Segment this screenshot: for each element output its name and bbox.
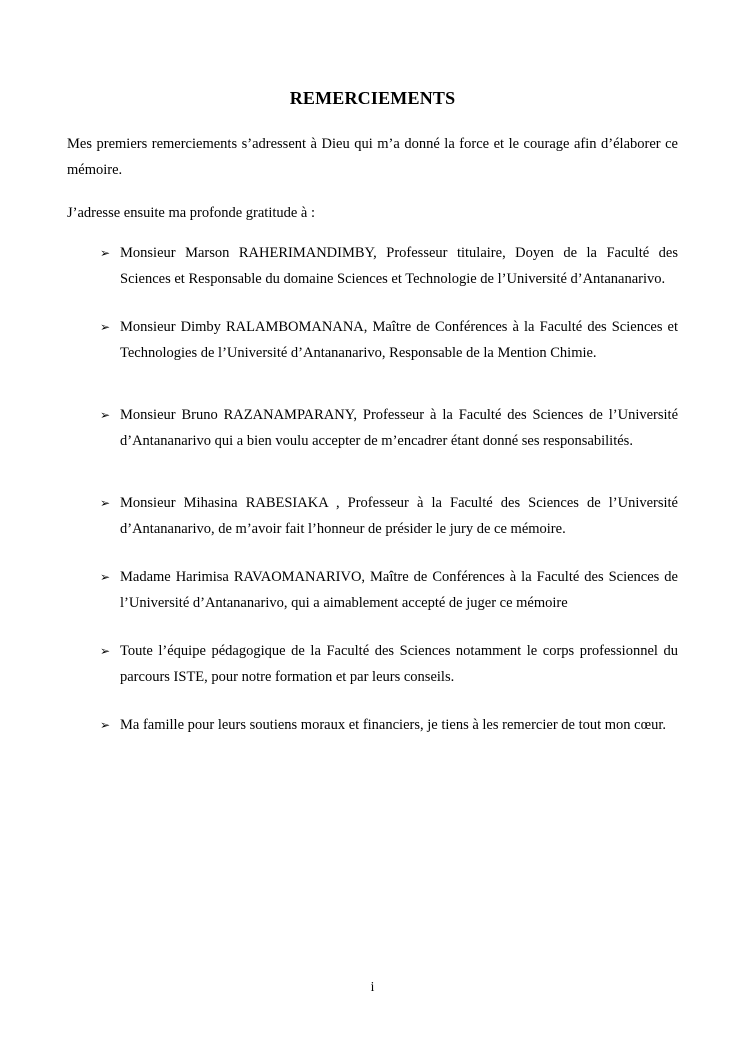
list-item-text: Monsieur Marson RAHERIMANDIMBY, Professeur titulaire, Doyen de la Faculté des Sciences et Responsable du domaine Sciences et Technologie de l’Université d’Antananarivo. [120,245,678,287]
gratitude-line: J’adresse ensuite ma profonde gratitude à : [67,205,316,221]
list-item [67,638,678,690]
list-item [67,314,678,366]
arrow-bullet-icon: ➢ [100,718,111,732]
list-item-text: Madame Harimisa RAVAOMANARIVO, Maître de Conférences à la Faculté des Sciences de l’Université d’Antananarivo, qui a aimablement accepté de juger ce mémoire [120,569,678,611]
arrow-bullet-icon: ➢ [100,644,111,658]
list-item [67,564,678,616]
list-item-text: Monsieur Mihasina RABESIAKA , Professeur à la Faculté des Sciences de l’Université d’Antananarivo, de m’avoir fait l’honneur de présider le jury de ce mémoire. [120,495,678,537]
arrow-bullet-icon: ➢ [100,320,111,334]
list-item-text: Monsieur Dimby RALAMBOMANANA, Maître de Conférences à la Faculté des Sciences et Technologies de l’Université d’Antananarivo, Responsable de la Mention Chimie. [120,319,678,361]
list-item [67,402,678,454]
list-item [67,712,678,738]
list-item-text: Ma famille pour leurs soutiens moraux et financiers, je tiens à les remercier de tout mon cœur. [120,717,666,733]
page-title: REMERCIEMENTS [289,88,456,108]
list-item [67,490,678,542]
arrow-bullet-icon: ➢ [100,496,111,510]
arrow-bullet-icon: ➢ [100,570,111,584]
intro-paragraph: Mes premiers remerciements s’adressent à Dieu qui m’a donné la force et le courage afin d’élaborer ce mémoire. [67,136,678,178]
arrow-bullet-icon: ➢ [100,246,111,260]
list-item [67,240,678,292]
page-number: i [370,979,375,994]
arrow-bullet-icon: ➢ [100,408,111,422]
acknowledgement-list [67,240,678,738]
list-item-text: Monsieur Bruno RAZANAMPARANY, Professeur à la Faculté des Sciences de l’Université d’Antananarivo qui a bien voulu accepter de m’encadrer étant donné ses responsabilités. [120,407,678,449]
list-item-text: Toute l’équipe pédagogique de la Faculté des Sciences notamment le corps professionnel du parcours ISTE, pour notre formation et par leurs conseils. [120,643,678,685]
